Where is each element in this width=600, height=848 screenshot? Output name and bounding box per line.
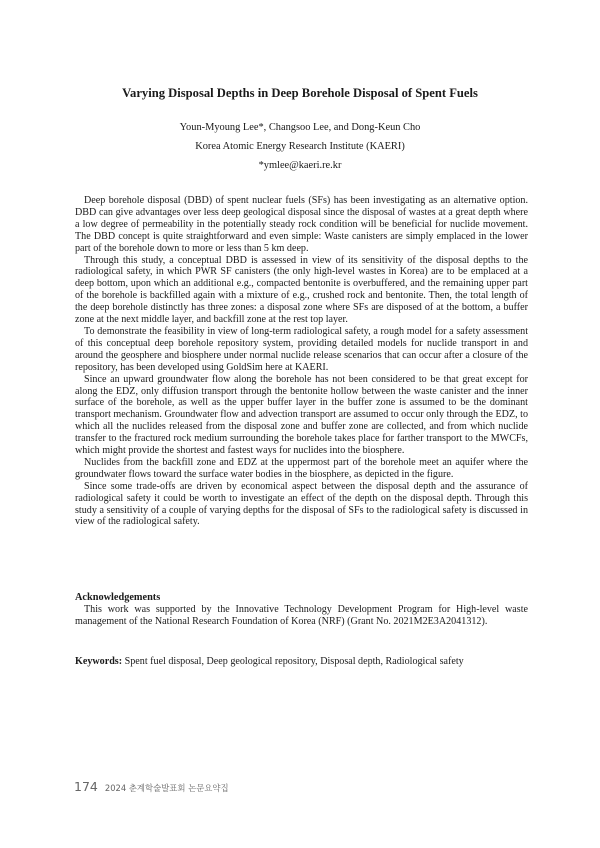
paper-title: Varying Disposal Depths in Deep Borehole Disposal of Spent Fuels bbox=[122, 86, 478, 100]
paragraph: Since some trade-offs are driven by economical aspect between the disposal depth and the assurance of radiological safety it could be worth to investigate an effect of the depth on the disposal depth. Through this study a sensitivity of a couple of varying depths for the disposal of SFs to the radiological safety is discussed in view of the radiological safety. bbox=[75, 480, 528, 528]
abstract-body bbox=[75, 195, 528, 528]
page-number: 174 bbox=[74, 779, 98, 794]
page-footer bbox=[74, 779, 229, 794]
author-list: Youn-Myoung Lee*, Changsoo Lee, and Dong-Keun Cho bbox=[179, 122, 421, 133]
paragraph: Through this study, a conceptual DBD is assessed in view of its sensitivity of the disposal depths to the radiological safety, in which PWR SF canisters (the only high-level wastes in Korea) are to be emplaced at a deep bottom, upon which an additional e.g., compacted bentonite is overbuffered, and the remaining upper part of the borehole is backfilled again with a mixture of e.g., crushed rock and bentonite. Then, the total length of the deep borehole distinctly has three zones: a disposal zone where SFs are disposed of at the bottom, a buffer zone at the next middle layer, and backfill zone at the rest top layer. bbox=[75, 254, 528, 326]
paragraph: Nuclides from the backfill zone and EDZ at the uppermost part of the borehole meet an aquifer where the groundwater flows toward the surface water bodies in the biosphere, as depicted in the figure. bbox=[75, 456, 528, 480]
acknowledgements-text: This work was supported by the Innovative Technology Development Program for High-level waste management of the National Research Foundation of Korea (NRF) (Grant No. 2021M2E3A2041312). bbox=[75, 604, 528, 627]
paragraph: To demonstrate the feasibility in view of long-term radiological safety, a rough model for a safety assessment of this conceptual deep borehole repository system, providing detailed models for nuclide transport in and around the geosphere and biosphere under normal nuclide release scenarios that can occur after a closure of the repository, has been developed using GoldSim here at KAERI. bbox=[75, 325, 528, 373]
acknowledgements-heading: Acknowledgements bbox=[75, 592, 161, 603]
keywords-text: Spent fuel disposal, Deep geological repository, Disposal depth, Radiological safety bbox=[124, 656, 464, 667]
affiliation: Korea Atomic Energy Research Institute (KAERI) bbox=[195, 141, 405, 152]
keywords-label: Keywords: bbox=[75, 656, 123, 667]
corresponding-email: *ymlee@kaeri.re.kr bbox=[258, 160, 342, 171]
keywords bbox=[75, 656, 528, 667]
paragraph: Since an upward groundwater flow along the borehole has not been considered to be that great except for along the EDZ, only diffusion transport through the bentonite hollow between the waste canister and the inner surface of the borehole, as well as the upper buffer layer in the buffer zone is assumed to be the dominant transport mechanism. Groundwater flow and advection transport are assumed to occur only through the EDZ, to which all the nuclides released from the disposal zone and buffer zone are collected, and from which nuclide transfer to the fractured rock medium surrounding the borehole takes place for farther transport to the MWCFs, which might provide the shortest and fastest ways for nuclides into the biosphere. bbox=[75, 373, 528, 457]
paragraph: Deep borehole disposal (DBD) of spent nuclear fuels (SFs) has been investigating as an alternative option. DBD can give advantages over less deep geological disposal since the disposal of wastes at a great depth where a low degree of permeability in the potentially steady rock condition will be beneficial for nuclide movement. The DBD concept is quite straightforward and even simple: Waste canisters are simply emplaced in the lower part of the borehole down to more or less than 5 km deep. bbox=[75, 195, 528, 254]
proceedings-title: 2024 춘계학술발표회 논문요약집 bbox=[104, 783, 229, 793]
